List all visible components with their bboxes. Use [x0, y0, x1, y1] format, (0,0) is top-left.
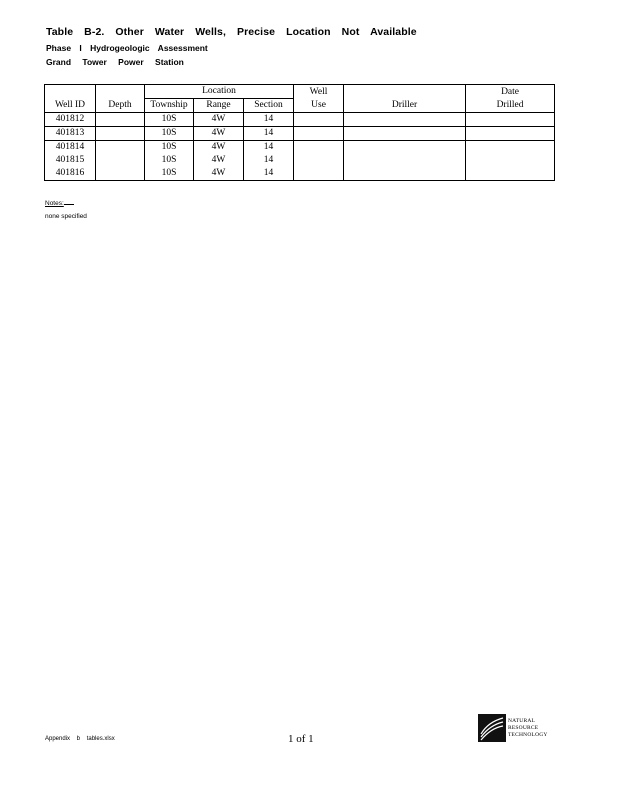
- header-well-use-line1: Well: [294, 85, 344, 99]
- cell-depth: [96, 113, 145, 127]
- cell-well-use: [294, 141, 344, 181]
- header-well-use-line2: Use: [294, 99, 344, 113]
- cell-range: 4W: [194, 113, 244, 127]
- cell-driller: [344, 113, 466, 127]
- cell-township: 10S: [145, 113, 194, 127]
- cell-township: 10S: [145, 167, 194, 181]
- cell-well-id: 401812: [45, 113, 96, 127]
- table-row: [45, 127, 555, 141]
- notes-text: none specified: [45, 213, 87, 220]
- cell-well-id: 401816: [45, 167, 96, 181]
- cell-depth: [96, 141, 145, 181]
- cell-driller: [344, 141, 466, 181]
- cell-section: 14: [244, 141, 294, 155]
- header-driller: Driller: [344, 99, 466, 113]
- cell-section: 14: [244, 113, 294, 127]
- cell-well-use: [294, 127, 344, 141]
- wells-table: [44, 84, 555, 181]
- table-title: Table B-2. Other Water Wells, Precise Location Not Available: [46, 26, 417, 38]
- cell-well-id: 401814: [45, 141, 96, 155]
- cell-date-drilled: [466, 113, 555, 127]
- header-date-line1: Date: [466, 85, 555, 99]
- site-subtitle: Grand Tower Power Station: [46, 57, 184, 67]
- cell-range: 4W: [194, 154, 244, 167]
- header-location: Location: [145, 85, 294, 99]
- cell-township: 10S: [145, 141, 194, 155]
- cell-section: 14: [244, 167, 294, 181]
- page-number: 1 of 1: [288, 733, 314, 745]
- table-row: [45, 113, 555, 127]
- header-township: Township: [145, 99, 194, 113]
- notes-label: Notes:: [45, 200, 74, 207]
- cell-range: 4W: [194, 141, 244, 155]
- cell-driller: [344, 127, 466, 141]
- cell-well-use: [294, 113, 344, 127]
- header-section: Section: [244, 99, 294, 113]
- header-depth: Depth: [96, 99, 145, 113]
- cell-date-drilled: [466, 127, 555, 141]
- cell-well-id: 401813: [45, 127, 96, 141]
- cell-range: 4W: [194, 167, 244, 181]
- footer-filename: Appendix b tables.xlsx: [45, 736, 115, 742]
- company-logo: [478, 710, 558, 746]
- cell-section: 14: [244, 127, 294, 141]
- table-row: [45, 141, 555, 155]
- cell-date-drilled: [466, 141, 555, 181]
- cell-range: 4W: [194, 127, 244, 141]
- project-subtitle: Phase I Hydrogeologic Assessment: [46, 43, 208, 53]
- header-date-line2: Drilled: [466, 99, 555, 113]
- logo-mark-icon: [478, 714, 506, 742]
- cell-section: 14: [244, 154, 294, 167]
- header-well-id: Well ID: [45, 99, 96, 113]
- cell-well-id: 401815: [45, 154, 96, 167]
- cell-township: 10S: [145, 154, 194, 167]
- header-row-top: [45, 85, 555, 99]
- header-range: Range: [194, 99, 244, 113]
- cell-depth: [96, 127, 145, 141]
- logo-wordmark: NATURAL RESOURCE TECHNOLOGY: [508, 718, 548, 738]
- cell-township: 10S: [145, 127, 194, 141]
- header-row-bottom: [45, 99, 555, 113]
